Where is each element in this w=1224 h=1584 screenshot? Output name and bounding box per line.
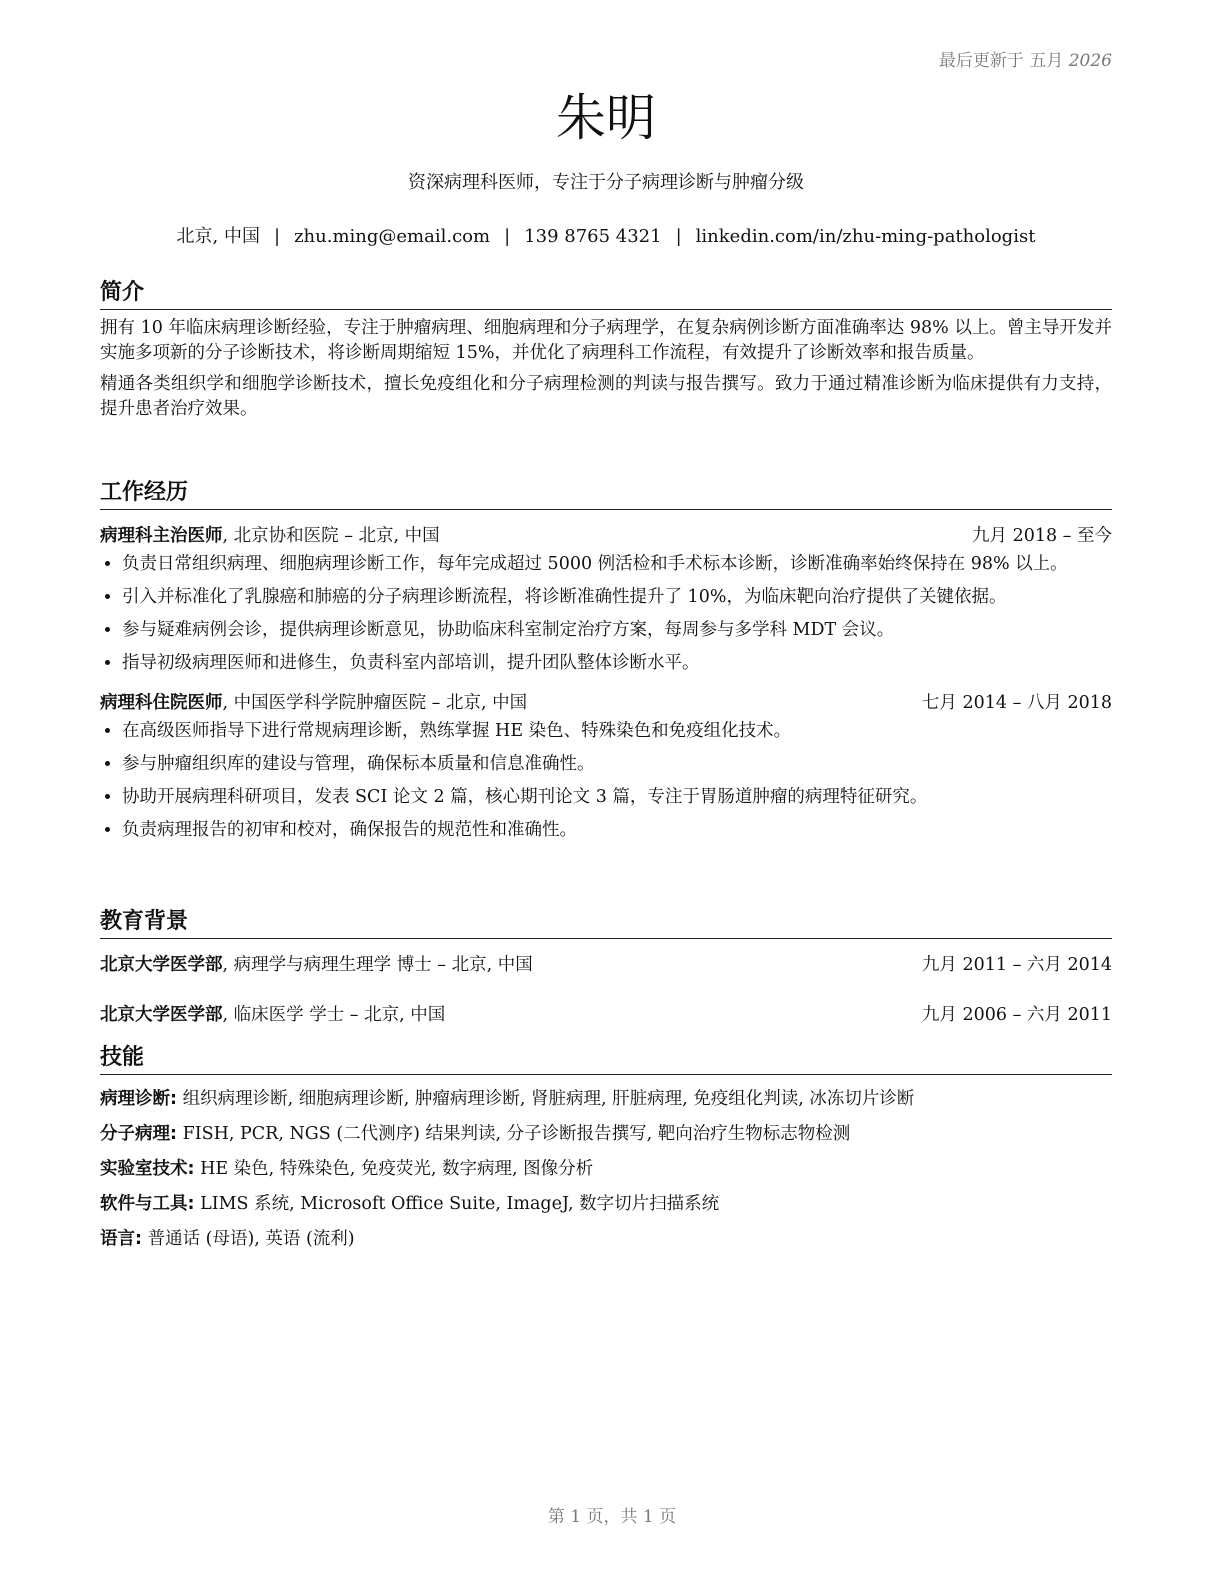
education-dates: 九月 2006 – 六月 2011 [921,1005,1112,1025]
last-updated-year: 2026 [1068,51,1112,71]
job-header [100,690,1112,716]
skill-value: LIMS 系统, Microsoft Office Suite, ImageJ, 数字切片扫描系统 [200,1194,720,1214]
education-school: 北京大学医学部 [100,1005,223,1025]
skill-value: 普通话 (母语), 英语 (流利) [147,1229,355,1249]
tagline: 资深病理科医师，专注于分子病理诊断与肿瘤分级 [408,172,804,193]
contact-phone: 139 8765 4321 [524,226,662,247]
skill-value: HE 染色, 特殊染色, 免疫荧光, 数字病理, 图像分析 [200,1159,594,1179]
contact-location: 北京, 中国 [176,226,260,247]
job-bullet: • 在高级医师指导下进行常规病理诊断，熟练掌握 HE 染色、特殊染色和免疫组化技术。 [122,719,1112,744]
contact-line [100,224,1112,250]
skill-row [100,1156,1112,1182]
skill-value: FISH, PCR, NGS (二代测序) 结果判读, 分子诊断报告撰写, 靶向治疗生物标志物检测 [182,1124,851,1144]
job-bullet: • 参与肿瘤组织库的建设与管理，确保标本质量和信息准确性。 [122,752,1112,777]
job-bullet: • 指导初级病理医师和进修生，负责科室内部培训，提升团队整体诊断水平。 [122,651,1112,676]
skill-row [100,1226,1112,1252]
section-title-skills: 技能 [100,1043,1112,1075]
section-title-summary: 简介 [100,278,1112,310]
skill-label: 语言: [100,1229,142,1249]
job-bullet: • 参与疑难病例会诊，提供病理诊断意见，协助临床科室制定治疗方案，每周参与多学科 MDT 会议。 [122,618,1112,643]
education-dates: 九月 2011 – 六月 2014 [921,955,1112,975]
education-entry [100,1002,1112,1028]
job-employer-location: , 北京协和医院 – 北京, 中国 [222,526,440,546]
skills-list [100,1086,1112,1252]
skill-value: 组织病理诊断, 细胞病理诊断, 肿瘤病理诊断, 肾脏病理, 肝脏病理, 免疫组化判读, 冰冻切片诊断 [182,1089,915,1109]
page-number: 第 1 页，共 1 页 [547,1507,677,1527]
skill-label: 病理诊断: [100,1089,177,1109]
contact-separator: | [675,226,682,247]
job-bullets [100,552,1112,676]
education-school: 北京大学医学部 [100,955,223,975]
skill-row [100,1086,1112,1112]
education-degree-location: , 病理学与病理生理学 博士 – 北京, 中国 [222,955,533,975]
last-updated-prefix: 最后更新于 五月 [938,51,1064,71]
job-bullets [100,719,1112,843]
skill-label: 实验室技术: [100,1159,195,1179]
skill-row [100,1121,1112,1147]
job-role: 病理科主治医师 [100,526,223,546]
summary-paragraph: 拥有 10 年临床病理诊断经验，专注于肿瘤病理、细胞病理和分子病理学，在复杂病例诊断方面准确率达 98% 以上。曾主导开发并实施多项新的分子诊断技术，将诊断周期缩短 15%，并优化了病理科工作流程，有效提升了诊断效率和报告质量。 [100,318,1112,363]
job-bullet: • 负责日常组织病理、细胞病理诊断工作，每年完成超过 5000 例活检和手术标本诊断，诊断准确率始终保持在 98% 以上。 [122,552,1112,577]
summary-section [100,278,1112,422]
section-title-experience: 工作经历 [100,478,1112,510]
job-employer-location: , 中国医学科学院肿瘤医院 – 北京, 中国 [222,693,528,713]
contact-email[interactable]: zhu.ming@email.com [294,226,491,247]
candidate-name: 朱明 [556,89,656,147]
last-updated [939,46,1112,71]
job-dates: 九月 2018 – 至今 [972,526,1112,546]
job-role: 病理科住院医师 [100,693,223,713]
education-entry [100,952,1112,978]
job-bullet: • 协助开展病理科研项目，发表 SCI 论文 2 篇，核心期刊论文 3 篇，专注于胃肠道肿瘤的病理特征研究。 [122,785,1112,810]
contact-linkedin[interactable]: linkedin.com/in/zhu-ming-pathologist [695,226,1036,247]
job-entry [100,690,1112,843]
job-bullet: • 负责病理报告的初审和校对，确保报告的规范性和准确性。 [122,818,1112,843]
job-entry [100,523,1112,676]
contact-separator: | [504,226,511,247]
education-degree-location: , 临床医学 学士 – 北京, 中国 [222,1005,446,1025]
job-dates: 七月 2014 – 八月 2018 [921,693,1112,713]
education-section [100,907,1112,1028]
skill-label: 分子病理: [100,1124,177,1144]
job-bullet: • 引入并标准化了乳腺癌和肺癌的分子病理诊断流程，将诊断准确性提升了 10%，为临床靶向治疗提供了关键依据。 [122,585,1112,610]
skill-label: 软件与工具: [100,1194,195,1214]
skill-row [100,1191,1112,1217]
experience-section [100,478,1112,851]
job-header [100,523,1112,549]
section-title-education: 教育背景 [100,907,1112,939]
skills-section [100,1043,1112,1261]
contact-separator: | [274,226,281,247]
summary-paragraph: 精通各类组织学和细胞学诊断技术，擅长免疫组化和分子病理检测的判读与报告撰写。致力于通过精准诊断为临床提供有力支持，提升患者治疗效果。 [100,374,1112,419]
